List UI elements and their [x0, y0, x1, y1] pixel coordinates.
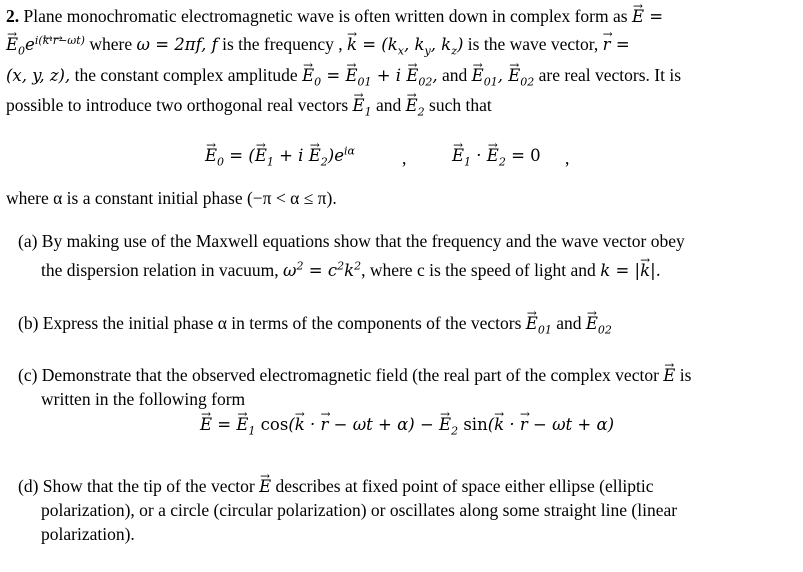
formula-b-e02: → $E_{02}$ — [586, 314, 612, 333]
formula-k-vector: → $k = (k_x$, $k_y$, $k_z$) — [347, 35, 463, 54]
part-c-line-2: written in the following form — [41, 389, 246, 409]
formula-r-vector: → r = — [603, 35, 630, 54]
part-c-line-1 — [18, 367, 691, 385]
formula-xyz: (x, y, z), — [6, 66, 71, 85]
part-d-text-1b: describes at fixed point of space either ellipse (elliptic — [275, 476, 654, 496]
formula-e0: → $E_0$ = → $E_{01} + i \to E_{02}$, — [302, 66, 438, 85]
formula-e-vector: → E = — [632, 7, 663, 26]
display-equation-real-field: → E = → $E_1$ cos(→ k · → r − ωt + α) − → $E_2$ sin(→ k · → r − ωt + α) — [200, 416, 614, 434]
intro-text-3c: are real vectors. It is — [538, 65, 681, 85]
formula-k-magnitude: k = |→ k|. — [600, 261, 661, 280]
intro-line-2 — [6, 33, 630, 58]
part-c-text-1: (c) Demonstrate that the observed electromagnetic field (the real part of the complex vector — [18, 365, 659, 385]
problem-number: 2. — [6, 6, 20, 26]
formula-e2: → $E_2$ — [406, 96, 425, 115]
intro-line-4 — [6, 95, 492, 119]
part-d-line-2: polarization), or a circle (circular polarization) or oscillates along some straight line (linear — [41, 500, 678, 520]
display-equation-e0: → $E_0$ = (→ $E_1 + i \to E_2)e^{i\alpha}$ — [205, 147, 355, 165]
formula-omega: ω = 2πf, f — [136, 35, 218, 54]
formula-d-e: → E — [259, 477, 271, 496]
part-b-text: (b) Express the initial phase α in terms of the components of the vectors — [18, 313, 522, 333]
part-a-line-1: (a) By making use of the Maxwell equations show that the frequency and the wave vector obey — [18, 231, 685, 251]
part-d-line-3: polarization). — [41, 524, 135, 544]
where-alpha-line: where α is a constant initial phase (−π < α ≤ π). — [6, 188, 337, 208]
part-b-line — [18, 313, 612, 337]
formula-plane-wave: → $E_0e^{i(k\cdot r-\omega t)}$ — [6, 35, 85, 54]
intro-text-3b: and — [442, 65, 468, 85]
formula-dispersion: $\omega^2 = c^2k^2$ — [283, 259, 362, 280]
display-equation-orthogonal: → $E_1$ · → $E_2 = 0$ — [452, 147, 541, 165]
part-d-text-1: (d) Show that the tip of the vector — [18, 476, 255, 496]
part-b-and: and — [556, 313, 582, 333]
part-c-text-1b: is — [679, 365, 692, 385]
intro-line-3 — [6, 65, 681, 89]
intro-text-1: Plane monochromatic electromagnetic wave is often written down in complex form as — [23, 6, 628, 26]
part-a-line-2 — [41, 259, 661, 280]
intro-text-4a: possible to introduce two orthogonal real vectors — [6, 95, 349, 115]
intro-text-2b: is the frequency , — [222, 34, 343, 54]
part-a-text-2a: the dispersion relation in vacuum, — [41, 260, 279, 280]
part-d-line-1 — [18, 478, 654, 496]
intro-line-1 — [6, 8, 663, 26]
part-a-text-2b: , where c is the speed of light and — [361, 260, 596, 280]
intro-text-4c: such that — [429, 95, 492, 115]
formula-e1: → $E_1$ — [353, 96, 372, 115]
formula-e01-e02: → $E_{01}$, → $E_{02}$ — [472, 66, 535, 85]
display-comma-1: , — [402, 148, 407, 168]
intro-text-2a: where — [89, 34, 133, 54]
intro-text-2c: is the wave vector, — [467, 34, 599, 54]
formula-b-e01: → $E_{01}$ — [526, 314, 552, 333]
intro-text-3a: the constant complex amplitude — [74, 65, 298, 85]
formula-c-e: → E — [663, 366, 675, 385]
display-comma-2: , — [565, 148, 570, 168]
intro-text-4b: and — [375, 95, 402, 115]
